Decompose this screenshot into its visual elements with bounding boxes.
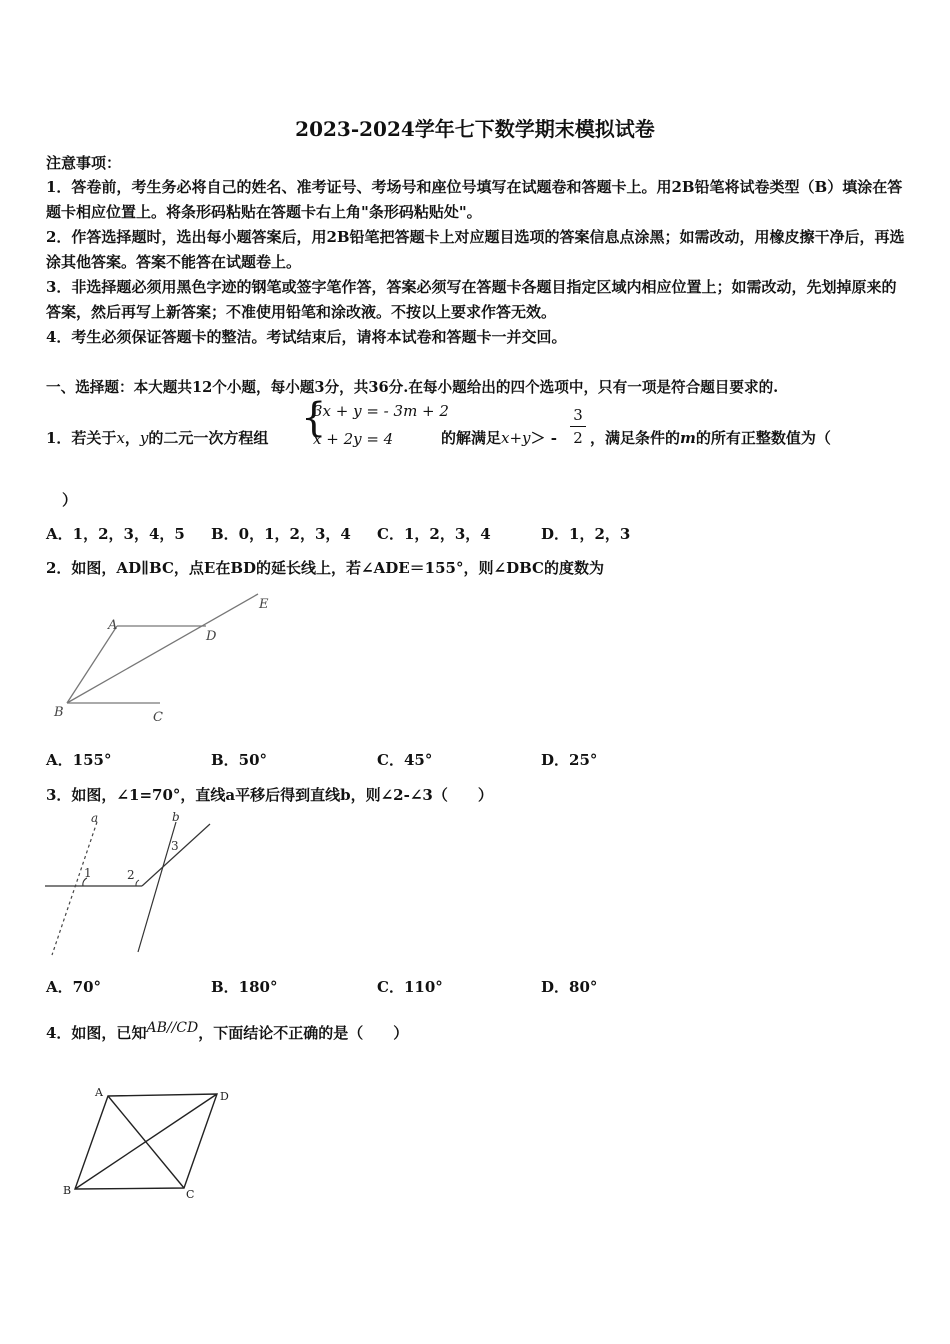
- q2-figure: [40, 585, 300, 730]
- q3-label-2: 2: [127, 868, 135, 882]
- q3-figure: [40, 810, 230, 960]
- q2-label-d: D: [206, 629, 217, 644]
- q3-stem: 3．如图，∠1=70°，直线a平移后得到直线b，则∠2-∠3（ ）: [46, 786, 493, 804]
- q1-system-brace: {: [301, 395, 327, 441]
- notice-item-2: 2．作答选择题时，选出每小题答案后，用2B铅笔把答题卡上对应题目选项的答案信息点涂黑；如需改动，用橡皮擦干净后，再选涂其他答案。答案不能答在试题卷上。: [46, 228, 905, 271]
- q2-label-c: C: [153, 710, 163, 725]
- q1-equation-2: x + 2y = 4: [313, 430, 394, 448]
- q4-label-a: A: [95, 1086, 103, 1099]
- q1-sep: ，: [124, 429, 140, 447]
- q2-option-c: C．45°: [377, 751, 433, 769]
- q2-label-b: B: [54, 705, 64, 720]
- q3-label-3: 3: [171, 839, 179, 853]
- q4-suffix: ，下面结论不正确的是（ ）: [198, 1024, 409, 1042]
- q3-option-a: A．70°: [46, 978, 102, 996]
- q1-option-d: D．1，2，3: [541, 525, 631, 543]
- q2-stem: 2．如图，AD∥BC，点E在BD的延长线上，若∠ADE＝155°，则∠DBC的度数为: [46, 559, 604, 577]
- notice-item-1: 1．答卷前，考生务必将自己的姓名、准考证号、考场号和座位号填写在试题卷和答题卡上。用2B铅笔将试卷类型（B）填涂在答题卡相应位置上。将条形码粘贴在答题卡右上角"条形码粘贴处"。: [46, 178, 903, 221]
- q3-option-b: B．180°: [211, 978, 278, 996]
- q3-label-a: a: [91, 811, 99, 825]
- q1-var-y: y: [139, 429, 149, 447]
- q1-after1: ，满足条件的: [590, 429, 681, 447]
- q1-equation-1: 3x + y = - 3m + 2: [313, 402, 449, 420]
- q1-fraction: [570, 406, 586, 447]
- q1-var-x: x: [116, 429, 125, 447]
- q4-label-c: C: [186, 1188, 195, 1201]
- q3-label-b: b: [172, 810, 180, 824]
- q2-option-d: D．25°: [541, 751, 598, 769]
- q4-figure: [55, 1080, 245, 1205]
- q1-var-m: m: [680, 429, 696, 447]
- q2-option-b: B．50°: [211, 751, 268, 769]
- q4-given: AB//CD: [146, 1020, 199, 1036]
- q1-cond-op: ＞ -: [530, 429, 557, 447]
- notice-heading: 注意事项：: [46, 154, 122, 172]
- q3-option-c: C．110°: [377, 978, 443, 996]
- page-title: 2023-2024学年七下数学期末模拟试卷: [295, 117, 655, 141]
- q3-option-d: D．80°: [541, 978, 598, 996]
- q2-label-a: A: [108, 618, 118, 633]
- q4-label-b: B: [63, 1184, 72, 1197]
- q1-tail: [590, 427, 831, 448]
- q1-condition: [441, 427, 557, 448]
- q4-label-d: D: [220, 1090, 229, 1103]
- q4-prefix: 4．如图，已知: [46, 1024, 147, 1042]
- q1-prefix: 1．若关于: [46, 429, 117, 447]
- section-heading: 一、选择题：本大题共12个小题，每小题3分，共36分.在每小题给出的四个选项中，只有一项是符合题目要求的.: [46, 379, 779, 396]
- q3-label-1: 1: [84, 866, 92, 880]
- q1-after2: 的所有正整数值为（: [695, 429, 831, 447]
- q1-mid: 的二元一次方程组: [148, 429, 269, 447]
- notice-item-3: 3．非选择题必须用黑色字迹的钢笔或签字笔作答，答案必须写在答题卡各题目指定区域内相应位置上；如需改动，先划掉原来的答案，然后再写上新答案；不准使用铅笔和涂改液。不按以上要求作答无效。: [46, 278, 897, 321]
- q1-cond-text: 的解满足: [441, 429, 502, 447]
- q1-option-c: C．1，2，3，4: [377, 525, 491, 543]
- q1-cond-expr: x+y: [501, 429, 531, 447]
- q2-label-e: E: [259, 597, 269, 612]
- q1-option-b: B．0，1，2，3，4: [211, 525, 351, 543]
- q1-close-paren: ）: [62, 491, 78, 509]
- q2-option-a: A．155°: [46, 751, 112, 769]
- q1-option-a: A．1，2，3，4，5: [46, 525, 185, 543]
- q1-stem: [46, 427, 268, 448]
- q1-frac-den: 2: [573, 429, 583, 447]
- q1-frac-num: 3: [573, 406, 583, 424]
- q4-stem: [46, 1022, 408, 1043]
- notice-item-4: 4．考生必须保证答题卡的整洁。考试结束后，请将本试卷和答题卡一并交回。: [46, 328, 567, 346]
